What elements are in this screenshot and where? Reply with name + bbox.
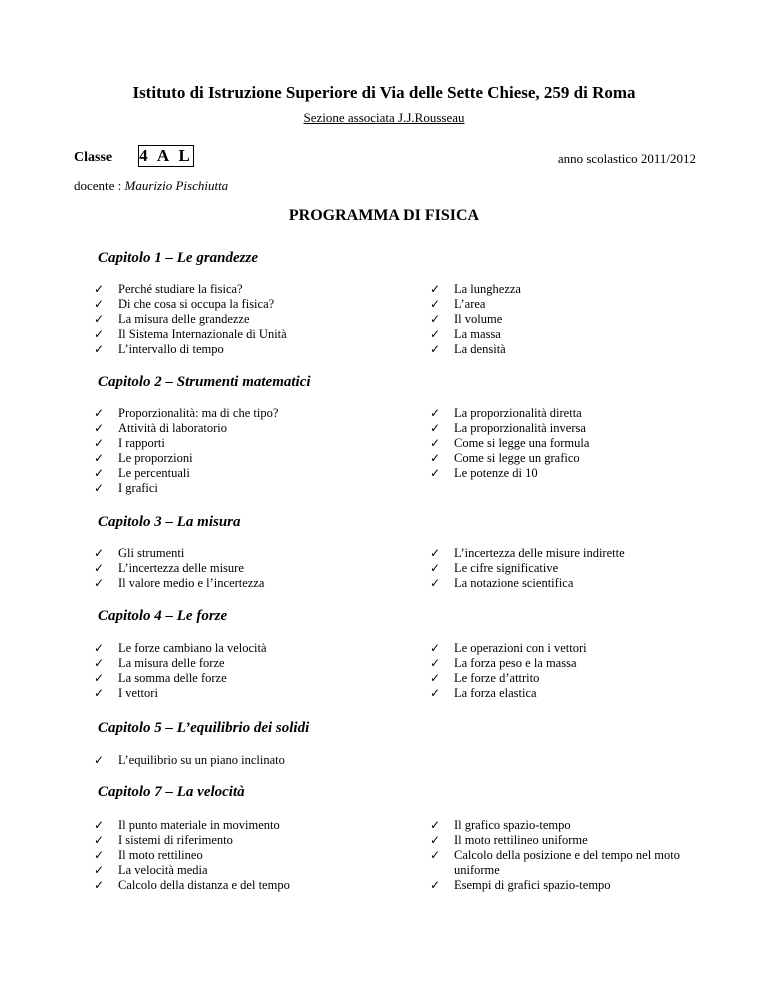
checkmark-icon: ✓ [429, 342, 441, 356]
topic-item [92, 282, 392, 297]
topic-text: Proporzionalità: ma di che tipo? [118, 406, 279, 420]
checkmark-icon: ✓ [93, 656, 105, 670]
topic-item [428, 576, 688, 591]
topic-text: Le percentuali [118, 466, 190, 480]
checkmark-icon: ✓ [93, 576, 105, 590]
checkmark-icon: ✓ [93, 481, 105, 495]
chapter-topics-left [92, 282, 392, 357]
topic-text: I sistemi di riferimento [118, 833, 233, 847]
checkmark-icon: ✓ [429, 421, 441, 435]
checkmark-icon: ✓ [429, 327, 441, 341]
topic-item [92, 878, 392, 893]
checkmark-icon: ✓ [93, 327, 105, 341]
topic-text: La somma delle forze [118, 671, 227, 685]
topic-item [428, 327, 688, 342]
topic-text: Il Sistema Internazionale di Unità [118, 327, 287, 341]
topic-text: Le forze d’attrito [454, 671, 540, 685]
checkmark-icon: ✓ [93, 406, 105, 420]
checkmark-icon: ✓ [429, 848, 441, 862]
checkmark-icon: ✓ [429, 576, 441, 590]
checkmark-icon: ✓ [429, 833, 441, 847]
checkmark-icon: ✓ [93, 297, 105, 311]
topic-item [428, 312, 688, 327]
topic-text: I vettori [118, 686, 158, 700]
chapter-topics-left [92, 546, 392, 591]
topic-text: Il grafico spazio-tempo [454, 818, 571, 832]
topic-item [92, 546, 392, 561]
topic-text: La proporzionalità inversa [454, 421, 586, 435]
institute-title: Istituto di Istruzione Superiore di Via delle Sette Chiese, 259 di Roma [132, 83, 636, 102]
topic-item [428, 641, 688, 656]
topic-text: Le proporzioni [118, 451, 193, 465]
topic-text: La forza elastica [454, 686, 537, 700]
checkmark-icon: ✓ [429, 686, 441, 700]
topic-text: Perché studiare la fisica? [118, 282, 243, 296]
chapter-topics-left [92, 406, 392, 496]
topic-text: L’intervallo di tempo [118, 342, 224, 356]
checkmark-icon: ✓ [93, 818, 105, 832]
school-year: anno scolastico 2011/2012 [557, 151, 696, 166]
topic-item [92, 297, 392, 312]
topic-text: Le cifre significative [454, 561, 559, 575]
checkmark-icon: ✓ [93, 546, 105, 560]
checkmark-icon: ✓ [93, 451, 105, 465]
teacher-name: Maurizio Pischiutta [124, 178, 229, 193]
topic-item [92, 863, 392, 878]
topic-text: Il volume [454, 312, 503, 326]
topic-item [92, 421, 392, 436]
topic-text: I grafici [118, 481, 158, 495]
checkmark-icon: ✓ [429, 818, 441, 832]
topic-item [428, 848, 688, 878]
topic-item [92, 671, 392, 686]
chapter-topics-left [92, 818, 392, 893]
topic-text: Il moto rettilineo [118, 848, 203, 862]
checkmark-icon: ✓ [93, 282, 105, 296]
topic-item [92, 833, 392, 848]
topic-item [92, 576, 392, 591]
checkmark-icon: ✓ [93, 436, 105, 450]
checkmark-icon: ✓ [429, 297, 441, 311]
checkmark-icon: ✓ [429, 312, 441, 326]
topic-text: La misura delle forze [118, 656, 225, 670]
topic-item [92, 641, 392, 656]
chapter-title: Capitolo 3 – La misura [98, 514, 241, 530]
topic-text: La velocità media [118, 863, 208, 877]
topic-item [92, 481, 392, 496]
chapter-topics-left [92, 641, 392, 701]
topic-text: I rapporti [118, 436, 165, 450]
chapter-topics-right [428, 641, 688, 701]
topic-text: La lunghezza [454, 282, 521, 296]
checkmark-icon: ✓ [93, 878, 105, 892]
topic-text: La proporzionalità diretta [454, 406, 582, 420]
topic-item [92, 818, 392, 833]
topic-text: Gli strumenti [118, 546, 185, 560]
topic-item [428, 342, 688, 357]
topic-text: Calcolo della distanza e del tempo [118, 878, 290, 892]
topic-text: La densità [454, 342, 506, 356]
topic-text: Il punto materiale in movimento [118, 818, 280, 832]
topic-text: L’equilibrio su un piano inclinato [118, 753, 285, 767]
topic-item [428, 406, 688, 421]
checkmark-icon: ✓ [93, 561, 105, 575]
checkmark-icon: ✓ [429, 282, 441, 296]
class-label: Classe [74, 150, 113, 165]
checkmark-icon: ✓ [93, 833, 105, 847]
topic-text: Esempi di grafici spazio-tempo [454, 878, 611, 892]
chapter-topics-right [428, 406, 688, 481]
topic-item [92, 436, 392, 451]
checkmark-icon: ✓ [429, 878, 441, 892]
topic-text: La forza peso e la massa [454, 656, 577, 670]
checkmark-icon: ✓ [93, 848, 105, 862]
topic-item [92, 327, 392, 342]
topic-item [92, 848, 392, 863]
checkmark-icon: ✓ [93, 312, 105, 326]
topic-item [428, 686, 688, 701]
checkmark-icon: ✓ [93, 641, 105, 655]
topic-text: Come si legge un grafico [454, 451, 580, 465]
topic-text: Le potenze di 10 [454, 466, 538, 480]
topic-item [92, 406, 392, 421]
topic-text: Il valore medio e l’incertezza [118, 576, 265, 590]
chapter-title: Capitolo 1 – Le grandezze [98, 250, 258, 266]
topic-item [428, 436, 688, 451]
topic-text: La massa [454, 327, 501, 341]
program-title: PROGRAMMA DI FISICA [288, 207, 480, 224]
class-box: 4 A L [139, 146, 193, 165]
topic-item [428, 561, 688, 576]
topic-item [92, 451, 392, 466]
topic-item [92, 686, 392, 701]
topic-text: L’incertezza delle misure indirette [454, 546, 625, 560]
checkmark-icon: ✓ [429, 406, 441, 420]
chapter-topics-right [428, 282, 688, 357]
checkmark-icon: ✓ [93, 342, 105, 356]
topic-text: Calcolo della posizione e del tempo nel moto uniforme [454, 848, 680, 877]
checkmark-icon: ✓ [93, 863, 105, 877]
checkmark-icon: ✓ [429, 656, 441, 670]
topic-item [428, 297, 688, 312]
checkmark-icon: ✓ [429, 671, 441, 685]
topic-text: L’area [454, 297, 486, 311]
section-subtitle: Sezione associata J.J.Rousseau [303, 110, 465, 125]
topic-item [428, 466, 688, 481]
topic-item [428, 833, 688, 848]
chapter-topics-right [428, 546, 688, 591]
topic-text: La misura delle grandezze [118, 312, 250, 326]
topic-item [92, 466, 392, 481]
topic-text: L’incertezza delle misure [118, 561, 244, 575]
topic-item [92, 753, 392, 768]
chapter-topics-right [428, 818, 688, 893]
topic-text: La notazione scientifica [454, 576, 574, 590]
chapter-title: Capitolo 4 – Le forze [98, 608, 228, 624]
checkmark-icon: ✓ [429, 561, 441, 575]
topic-item [428, 671, 688, 686]
checkmark-icon: ✓ [429, 451, 441, 465]
chapter-topics-left [92, 753, 392, 768]
topic-item [428, 818, 688, 833]
teacher-label: docente : [74, 178, 125, 193]
topic-text: Di che cosa si occupa la fisica? [118, 297, 275, 311]
checkmark-icon: ✓ [429, 641, 441, 655]
topic-item [92, 342, 392, 357]
topic-item [92, 561, 392, 576]
checkmark-icon: ✓ [429, 546, 441, 560]
checkmark-icon: ✓ [93, 686, 105, 700]
topic-text: Attività di laboratorio [118, 421, 228, 435]
topic-item [92, 312, 392, 327]
topic-item [428, 282, 688, 297]
checkmark-icon: ✓ [93, 466, 105, 480]
chapter-title: Capitolo 2 – Strumenti matematici [98, 374, 311, 390]
topic-item [428, 546, 688, 561]
checkmark-icon: ✓ [429, 466, 441, 480]
topic-text: Le operazioni con i vettori [454, 641, 587, 655]
topic-text: Il moto rettilineo uniforme [454, 833, 588, 847]
topic-text: Le forze cambiano la velocità [118, 641, 267, 655]
topic-item [428, 421, 688, 436]
topic-item [428, 656, 688, 671]
chapter-title: Capitolo 7 – La velocità [98, 784, 245, 800]
topic-item [92, 656, 392, 671]
topic-item [428, 451, 688, 466]
chapter-title: Capitolo 5 – L’equilibrio dei solidi [98, 720, 310, 736]
checkmark-icon: ✓ [93, 753, 105, 767]
checkmark-icon: ✓ [429, 436, 441, 450]
checkmark-icon: ✓ [93, 421, 105, 435]
topic-text: Come si legge una formula [454, 436, 590, 450]
topic-item [428, 878, 688, 893]
teacher-line [74, 178, 228, 194]
checkmark-icon: ✓ [93, 671, 105, 685]
